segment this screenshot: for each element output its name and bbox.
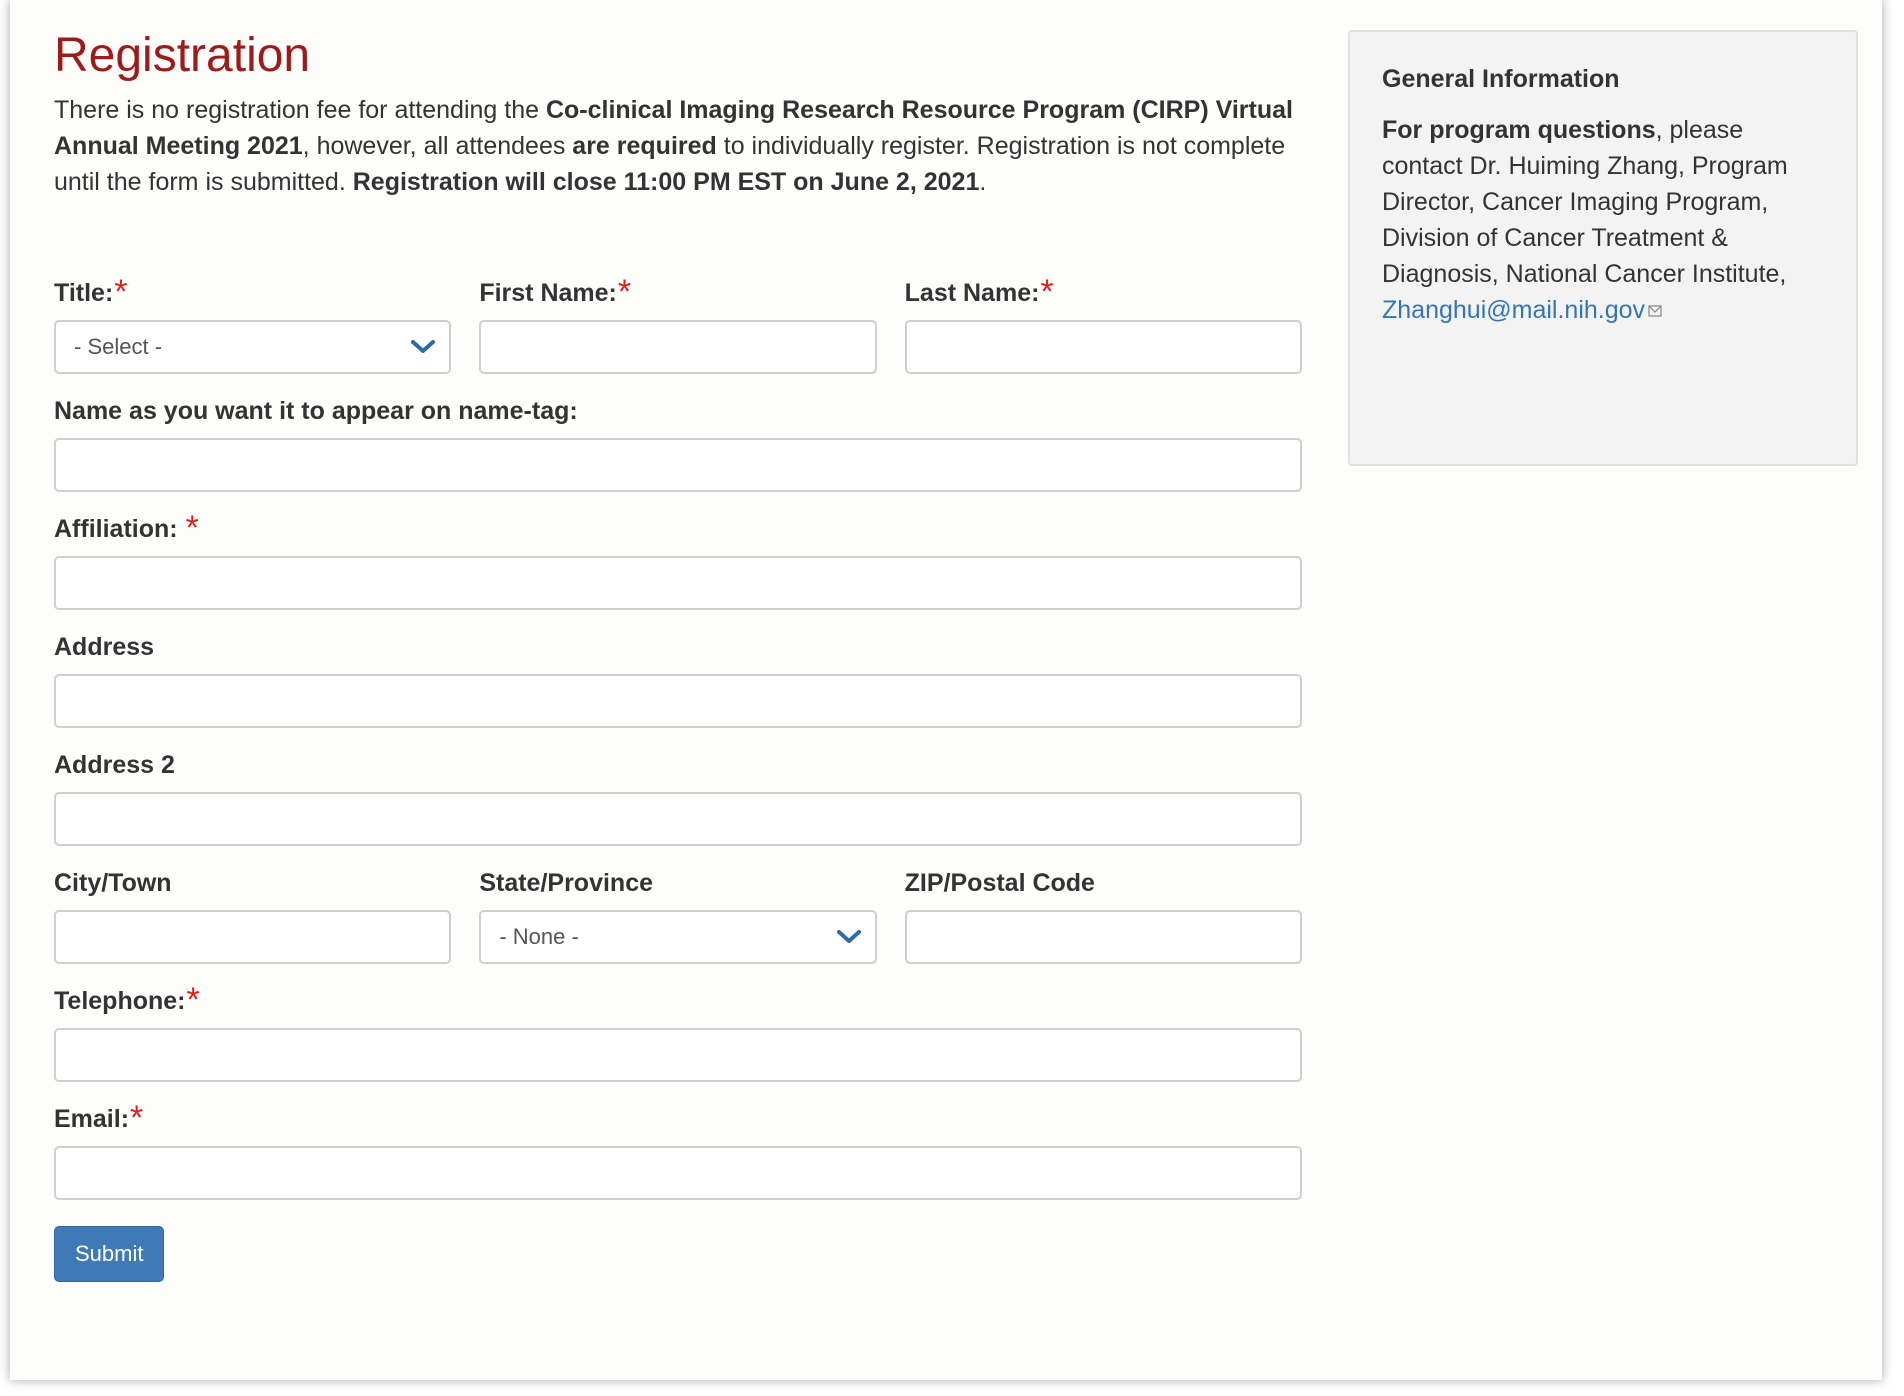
location-row — [54, 866, 1302, 964]
submit-button[interactable]: Submit — [54, 1226, 164, 1282]
zip-input[interactable] — [905, 910, 1302, 964]
email-label — [54, 1099, 1302, 1137]
required-marker: * — [617, 273, 632, 311]
affiliation-input[interactable] — [54, 556, 1302, 610]
page-title: Registration — [54, 29, 311, 82]
address-input[interactable] — [54, 674, 1302, 728]
chevron-down-icon — [411, 339, 435, 355]
name-row — [54, 273, 1302, 374]
telephone-row — [54, 981, 1302, 1082]
title-select[interactable] — [54, 320, 451, 374]
state-label: State/Province — [479, 869, 654, 897]
name-tag-input[interactable] — [54, 438, 1302, 492]
title-field — [54, 273, 451, 374]
contact-email-link[interactable]: Zhanghui@mail.nih.gov — [1382, 296, 1646, 324]
address-label: Address — [54, 633, 155, 661]
state-select[interactable] — [479, 910, 876, 964]
close-date: Registration will close 11:00 PM EST on June 2, 2021 — [352, 168, 980, 196]
name-tag-field — [54, 394, 1302, 492]
telephone-input[interactable] — [54, 1028, 1302, 1082]
first-name-field — [479, 273, 876, 374]
email-label-text: Email: — [54, 1105, 130, 1133]
intro-text-2: , however, all attendees — [302, 132, 573, 160]
state-field — [479, 866, 876, 964]
title-label — [54, 273, 451, 311]
address2-row — [54, 748, 1302, 846]
email-row — [54, 1099, 1302, 1200]
telephone-label — [54, 981, 1302, 1019]
telephone-field — [54, 981, 1302, 1082]
required-marker: * — [1040, 273, 1054, 311]
first-name-label — [479, 273, 876, 311]
required-emphasis: are required — [572, 132, 717, 160]
name-tag-label: Name as you want it to appear on name-tag: — [54, 397, 578, 425]
mail-icon — [1648, 305, 1662, 317]
address2-field — [54, 748, 1302, 846]
affiliation-label — [54, 509, 1302, 547]
required-marker: * — [114, 273, 128, 311]
contact-text: , please contact Dr. Huiming Zhang, Program Director, Cancer Imaging Program, Division of Cancer Treatment & Diagnosis, National Cancer Institute, — [1382, 116, 1788, 288]
affiliation-field — [54, 509, 1302, 610]
address-field — [54, 630, 1302, 728]
email-input[interactable] — [54, 1146, 1302, 1200]
last-name-input[interactable] — [905, 320, 1302, 374]
zip-label: ZIP/Postal Code — [904, 869, 1095, 897]
intro-text-3: to individually register. Registration is not complete until the form is submitted. — [54, 132, 1286, 196]
general-info-text — [1382, 112, 1824, 328]
chevron-down-icon — [837, 929, 861, 945]
required-marker: * — [130, 1099, 144, 1137]
affiliation-row — [54, 509, 1302, 610]
city-label: City/Town — [54, 869, 172, 897]
general-info-panel — [1348, 30, 1858, 466]
zip-field — [905, 866, 1302, 964]
first-name-input[interactable] — [479, 320, 876, 374]
title-label-text: Title: — [54, 279, 114, 307]
last-name-label — [904, 273, 1302, 311]
title-select-value: - Select - — [74, 334, 163, 359]
city-field — [54, 866, 451, 964]
first-name-label-text: First Name: — [479, 279, 617, 307]
city-input[interactable] — [54, 910, 451, 964]
meeting-name: Co-clinical Imaging Research Resource Program (CIRP) Virtual Annual Meeting 2021 — [54, 96, 1293, 160]
intro-text — [54, 92, 1302, 200]
address2-input[interactable] — [54, 792, 1302, 846]
last-name-label-text: Last Name: — [904, 279, 1040, 307]
last-name-field — [904, 273, 1302, 374]
email-field — [54, 1099, 1302, 1200]
state-select-value: - None - — [499, 924, 579, 949]
registration-form — [54, 273, 1302, 1282]
main-content — [54, 26, 1302, 1266]
page-card — [10, 0, 1882, 1380]
program-questions-lead: For program questions — [1382, 116, 1656, 144]
telephone-label-text: Telephone: — [54, 987, 186, 1015]
required-marker: * — [186, 981, 200, 1019]
address-row — [54, 630, 1302, 728]
address2-label: Address 2 — [54, 751, 175, 779]
intro-text-4: . — [979, 168, 987, 196]
intro-text-1: There is no registration fee for attending the — [54, 96, 546, 124]
name-tag-row — [54, 394, 1302, 492]
required-marker: * — [185, 509, 199, 547]
affiliation-label-text: Affiliation: — [54, 515, 178, 543]
general-info-heading: General Information — [1382, 65, 1620, 93]
